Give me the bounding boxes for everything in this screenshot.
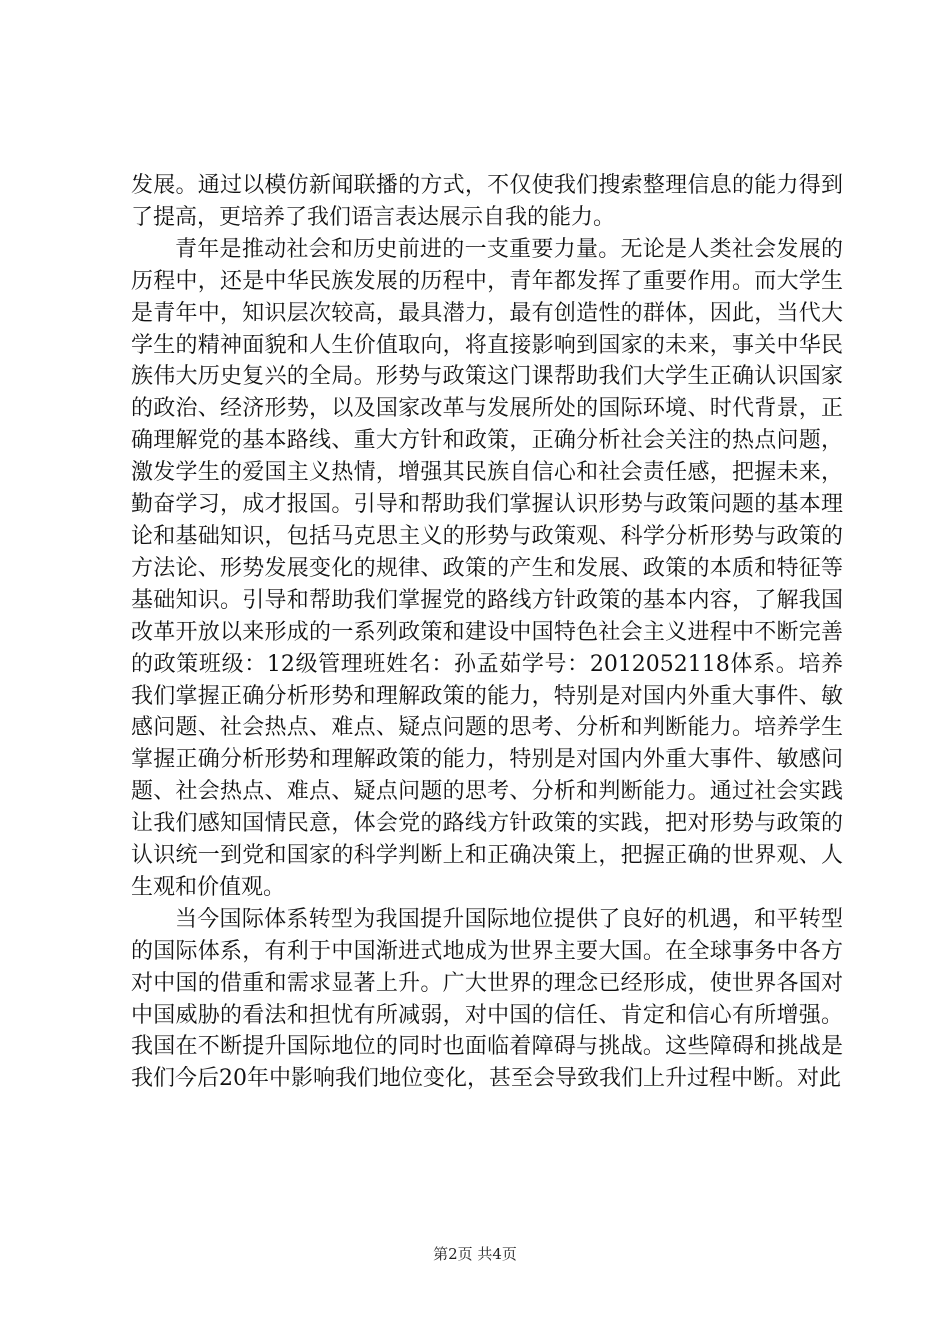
paragraph-2: 青年是推动社会和历史前进的一支重要力量。无论是人类社会发展的历程中，还是中华民族发展的历程中，青年都发挥了重要作用。而大学生是青年中，知识层次较高，最具潜力，最有创造性的群体，因此，当代大学生的精神面貌和人生价值取向，将直接影响到国家的未来，事关中华民族伟大历史复兴的全局。形势与政策这门课帮助我们大学生正确认识国家的政治、经济形势，以及国家改革与发展所处的国际环境、时代背景，正确理解党的基本路线、重大方针和政策，正确分析社会关注的热点问题，激发学生的爱国主义热情，增强其民族自信心和社会责任感，把握未来，勤奋学习，成才报国。引导和帮助我们掌握认识形势与政策问题的基本理论和基础知识，包括马克思主义的形势与政策观、科学分析形势与政策的方法论、形势发展变化的规律、政策的产生和发展、政策的本质和特征等基础知识。引导和帮助我们掌握党的路线方针政策的基本内容，了解我国改革开放以来形成的一系列政策和建设中国特色社会主义进程中不断完善的政策班级：12级管理班姓名：孙孟茹学号：2012052118体系。培养我们掌握正确分析形势和理解政策的能力，特别是对国内外重大事件、敏感问题、社会热点、难点、疑点问题的思考、分析和判断能力。培养学生掌握正确分析形势和理解政策的能力，特别是对国内外重大事件、敏感问题、社会热点、难点、疑点问题的思考、分析和判断能力。通过社会实践让我们感知国情民意，体会党的路线方针政策的实践，把对形势与政策的认识统一到党和国家的科学判断上和正确决策上，把握正确的世界观、人生观和价值观。 bbox=[131, 236, 843, 900]
page-number-footer: 第2页 共4页 bbox=[433, 1245, 517, 1263]
paragraph-1: 发展。通过以模仿新闻联播的方式，不仅使我们搜索整理信息的能力得到了提高，更培养了我们语言表达展示自我的能力。 bbox=[131, 173, 843, 230]
document-body bbox=[131, 170, 843, 1095]
paragraph-3: 当今国际体系转型为我国提升国际地位提供了良好的机遇，和平转型的国际体系，有利于中国渐进式地成为世界主要大国。在全球事务中各方对中国的借重和需求显著上升。广大世界的理念已经形成，使世界各国对中国威胁的看法和担忧有所减弱，对中国的信任、肯定和信心有所增强。我国在不断提升国际地位的同时也面临着障碍与挑战。这些障碍和挑战是我们今后20年中影响我们地位变化，甚至会导致我们上升过程中断。对此 bbox=[131, 906, 843, 1092]
